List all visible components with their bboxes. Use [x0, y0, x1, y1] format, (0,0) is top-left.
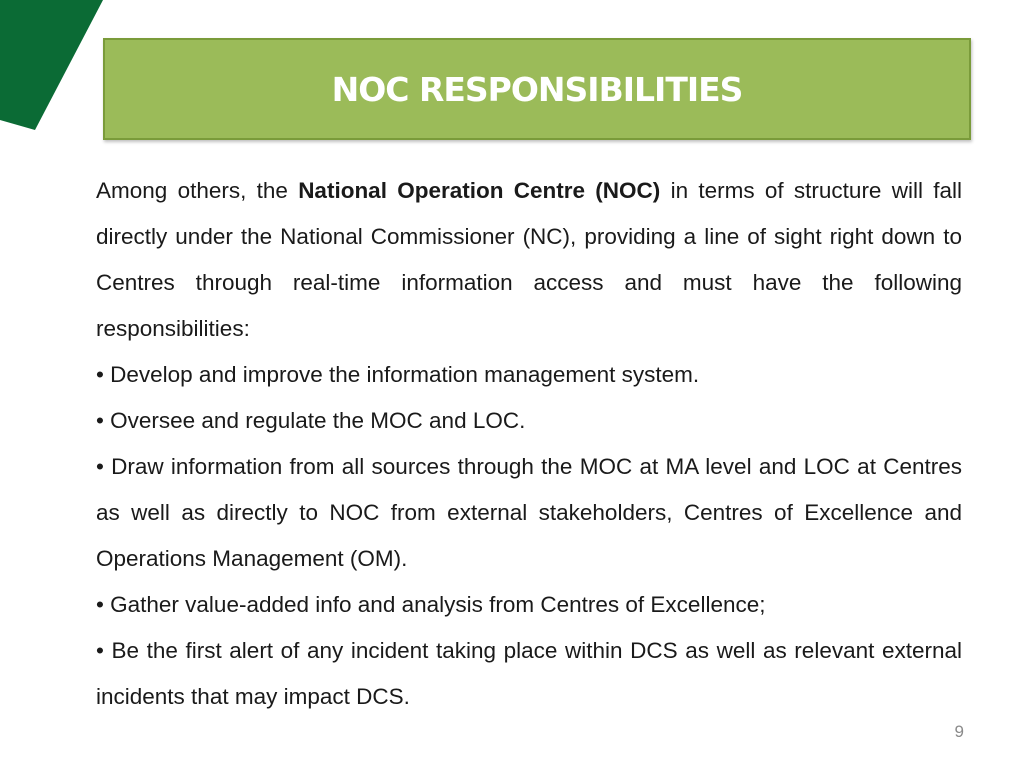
- bullet-item: • Draw information from all sources through the MOC at MA level and LOC at Centres as well as directly to NOC from external stakeholders, Centres of Excellence and Operations Management (OM).: [96, 454, 962, 571]
- intro-bold-term: National Operation Centre (NOC): [298, 178, 661, 203]
- intro-prefix: Among others, the: [96, 178, 299, 203]
- title-banner: [103, 38, 971, 140]
- intro-rest: in terms of structure will fall directly under the National Commissioner (NC), providing a line of sight right down to Centres through real-time information access and must have the following responsibilities:: [96, 178, 963, 341]
- bullet-item: • Develop and improve the information management system.: [96, 362, 700, 387]
- bullet-item: • Be the first alert of any incident taking place within DCS as well as relevant external incidents that may impact DCS.: [96, 638, 962, 709]
- slide-content: [96, 168, 962, 720]
- bullet-item: • Gather value-added info and analysis from Centres of Excellence;: [96, 592, 766, 617]
- bullet-item: • Oversee and regulate the MOC and LOC.: [96, 408, 526, 433]
- corner-decoration: [0, 0, 110, 135]
- intro-paragraph: [96, 168, 962, 352]
- page-number: 9: [954, 722, 964, 741]
- slide-title: NOC RESPONSIBILITIES: [331, 69, 743, 109]
